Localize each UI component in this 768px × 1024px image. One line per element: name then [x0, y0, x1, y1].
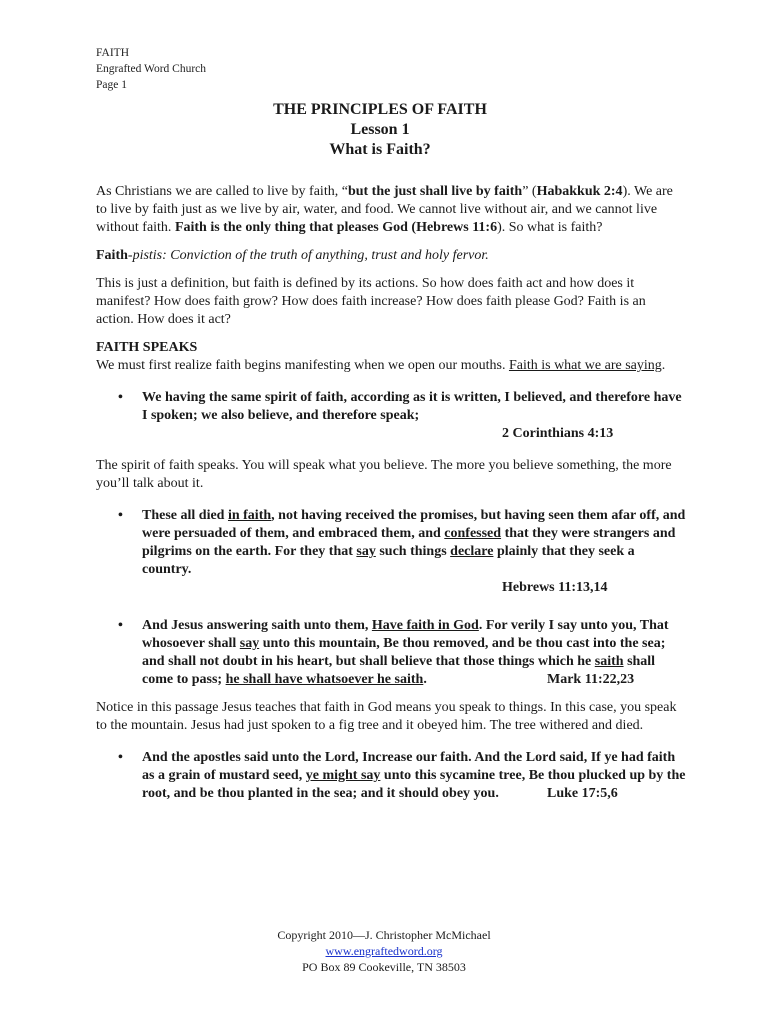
intro-paragraph: As Christians we are called to live by faith, “but the just shall live by faith” (Habakkuk 2:4). We are to live by faith just as we live by air, water, and food. We cannot live without air, and we cannot live without faith. Faith is the only thing that pleases God (Hebrews 11:6). So what is faith? — [96, 184, 673, 235]
title-block — [0, 100, 768, 160]
bullet-icon: • — [118, 390, 123, 405]
bullet-icon: • — [118, 508, 123, 523]
quote-text: We having the same spirit of faith, according as it is written, I believed, and therefore have I spoken; we also believe, and therefore speak; — [142, 390, 682, 423]
notice-paragraph: Notice in this passage Jesus teaches that faith in God means you speak to things. In this case, you speak to the mountain. Jesus had just spoken to a fig tree and it obeyed him. The tree withered and died. — [96, 700, 677, 733]
quote-text: And Jesus answering saith unto them, Have faith in God. For verily I say unto you, That whosoever shall say unto this mountain, Be thou removed, and be thou cast into the sea; and shall not doubt in his heart, but shall believe that those things which he saith shall come to pass; he shall have whatsoever he saith. Mark 11:22,23 — [142, 618, 669, 687]
scripture-reference: Mark 11:22,23 — [547, 672, 635, 687]
lesson-title: What is Faith? — [329, 141, 431, 158]
website-link[interactable]: www.engraftedword.org — [325, 944, 443, 958]
document-body — [96, 183, 686, 803]
actions-paragraph: This is just a definition, but faith is defined by its actions. So how does faith act and how does it manifest? How does faith grow? How does faith increase? How does faith please God? Faith is an action. How does it act? — [96, 276, 646, 327]
scripture-quote — [96, 507, 686, 597]
scripture-reference: Luke 17:5,6 — [547, 786, 618, 801]
bullet-icon: • — [118, 618, 123, 633]
scripture-reference: 2 Corinthians 4:13 — [502, 426, 614, 441]
quote-text: These all died in faith, not having received the promises, but having seen them afar off, and were persuaded of them, and embraced them, and confessed that they were strangers and pilgrims on the earth. For they that say such things declare plainly that they seek a country. — [142, 508, 686, 577]
faith-speaks-paragraph: We must first realize faith begins manifesting when we open our mouths. Faith is what we are saying. — [96, 358, 666, 373]
mailing-address: PO Box 89 Cookeville, TN 38503 — [302, 960, 466, 974]
scripture-quote — [96, 617, 686, 689]
page-footer — [0, 927, 768, 975]
quote-text: And the apostles said unto the Lord, Increase our faith. And the Lord said, If ye had faith as a grain of mustard seed, ye might say unto this sycamine tree, Be thou plucked up by the root, and be thou planted in the sea; and it should obey you. Luke 17:5,6 — [142, 750, 686, 801]
header-church: Engrafted Word Church — [96, 63, 206, 75]
copyright-notice: Copyright 2010—J. Christopher McMichael — [277, 928, 491, 942]
scripture-quote — [96, 389, 686, 443]
scripture-reference: Hebrews 11:13,14 — [502, 580, 608, 595]
document-title: THE PRINCIPLES OF FAITH — [273, 101, 487, 118]
section-heading: FAITH SPEAKS — [96, 340, 198, 355]
spirit-paragraph: The spirit of faith speaks. You will speak what you believe. The more you believe something, the more you’ll talk about it. — [96, 458, 672, 491]
definition-paragraph: Faith-pistis: Conviction of the truth of anything, trust and holy fervor. — [96, 248, 489, 263]
lesson-number: Lesson 1 — [350, 121, 410, 138]
scripture-quote — [96, 749, 686, 803]
page-header — [96, 45, 206, 93]
header-topic: FAITH — [96, 47, 130, 59]
header-page-number: Page 1 — [96, 79, 127, 91]
bullet-icon: • — [118, 750, 123, 765]
